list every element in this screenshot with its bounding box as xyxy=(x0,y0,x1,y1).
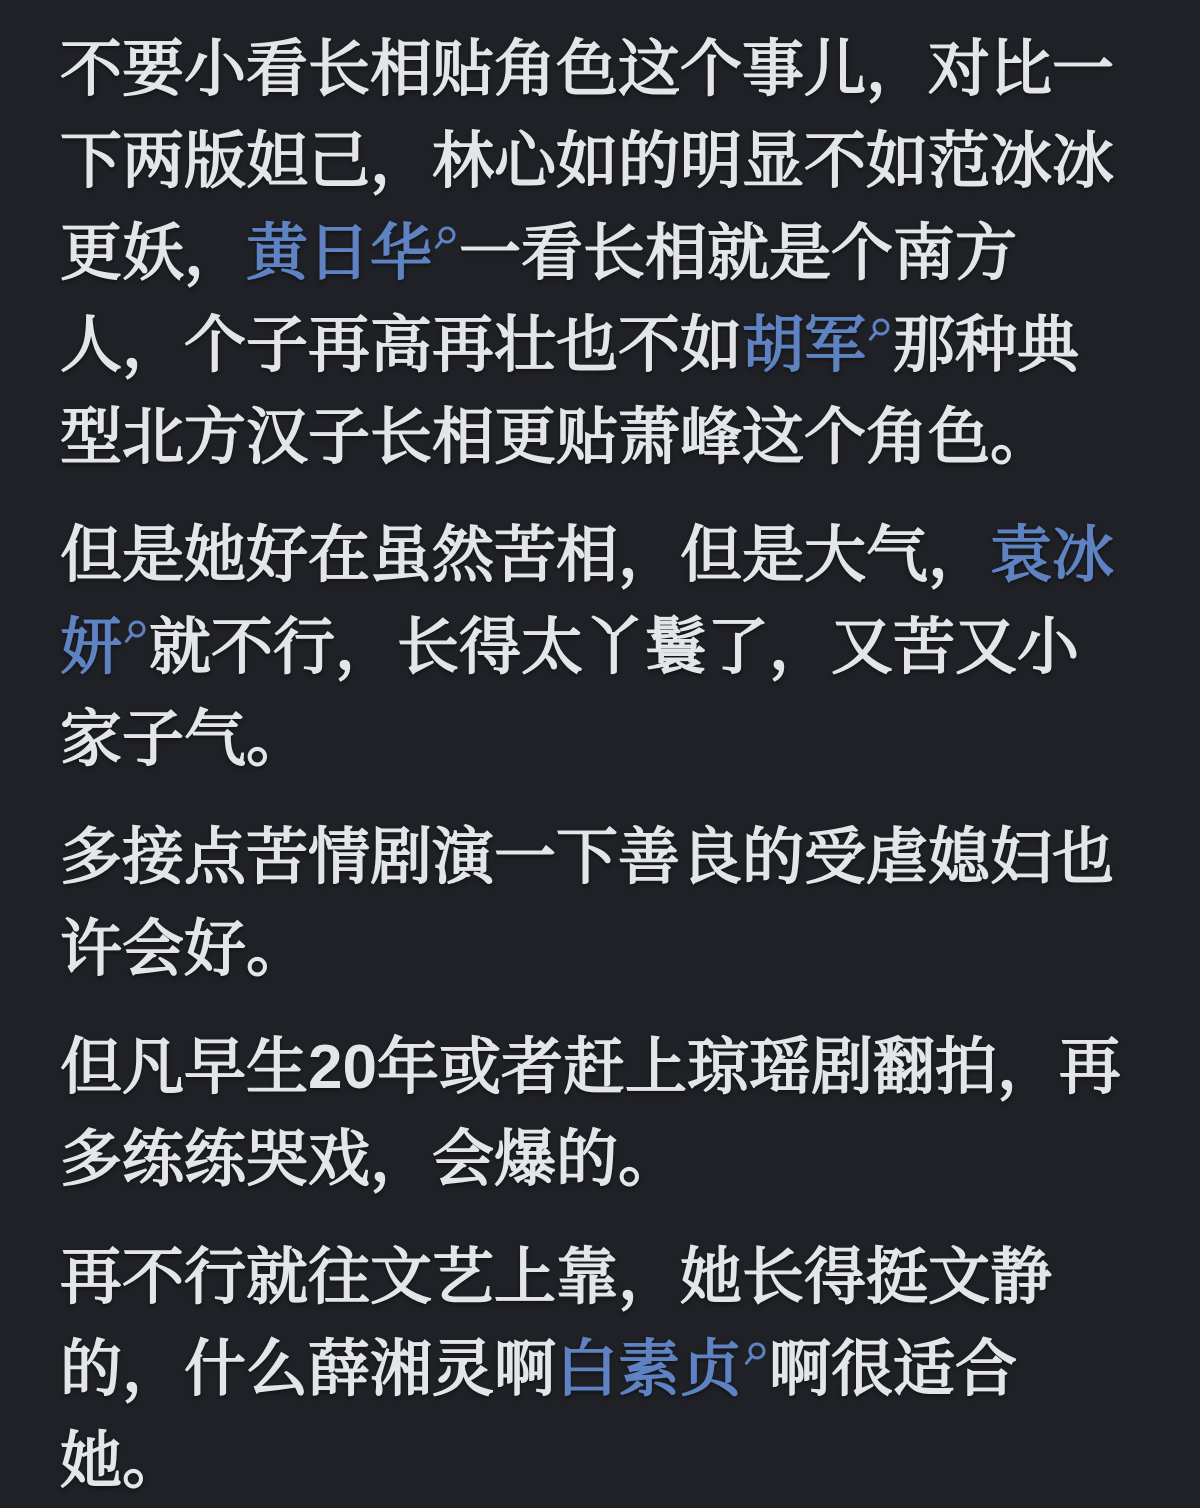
entity-link-label[interactable]: 胡军 xyxy=(742,311,867,380)
search-icon[interactable] xyxy=(123,619,146,646)
paragraph xyxy=(60,510,1135,786)
entity-link-label[interactable]: 袁冰妍 xyxy=(60,521,1115,682)
text-run: 但是她好在虽然苦相，但是大气， xyxy=(60,521,991,590)
text-run: 那种典型北方汉子长相更贴萧峰这个角色。 xyxy=(60,311,1080,472)
paragraph xyxy=(60,1022,1135,1206)
entity-link-label[interactable]: 黄日华 xyxy=(246,219,433,288)
search-icon[interactable] xyxy=(743,1341,766,1368)
text-run: 一看长相就是个南方人，个子再高再壮也不如 xyxy=(60,219,1018,380)
text-run: 就不行，长得太丫鬟了，又苦又小家子气。 xyxy=(60,613,1080,774)
paragraph xyxy=(60,812,1135,996)
entity-link[interactable] xyxy=(246,219,459,288)
text-run: 不要小看长相贴角色这个事儿，对比一下两版妲己，林心如的明显不如范冰冰更妖， xyxy=(60,35,1115,288)
search-icon[interactable] xyxy=(433,225,456,252)
text-run: 再不行就往文艺上靠，她长得挺文静的，什么薛湘灵啊 xyxy=(60,1243,1053,1404)
text-run: 啊很适合她。 xyxy=(60,1335,1018,1496)
entity-link[interactable] xyxy=(742,311,893,380)
entity-link[interactable] xyxy=(556,1335,769,1404)
paragraphs-container xyxy=(60,24,1135,1508)
paragraph xyxy=(60,1232,1135,1508)
entity-link-label[interactable]: 白素贞 xyxy=(556,1335,743,1404)
text-run: 多接点苦情剧演一下善良的受虐媳妇也许会好。 xyxy=(60,823,1115,984)
paragraph xyxy=(60,24,1135,484)
text-run: 但凡早生20年或者赶上琼瑶剧翻拍，再多练练哭戏，会爆的。 xyxy=(60,1033,1121,1194)
search-icon[interactable] xyxy=(867,317,890,344)
